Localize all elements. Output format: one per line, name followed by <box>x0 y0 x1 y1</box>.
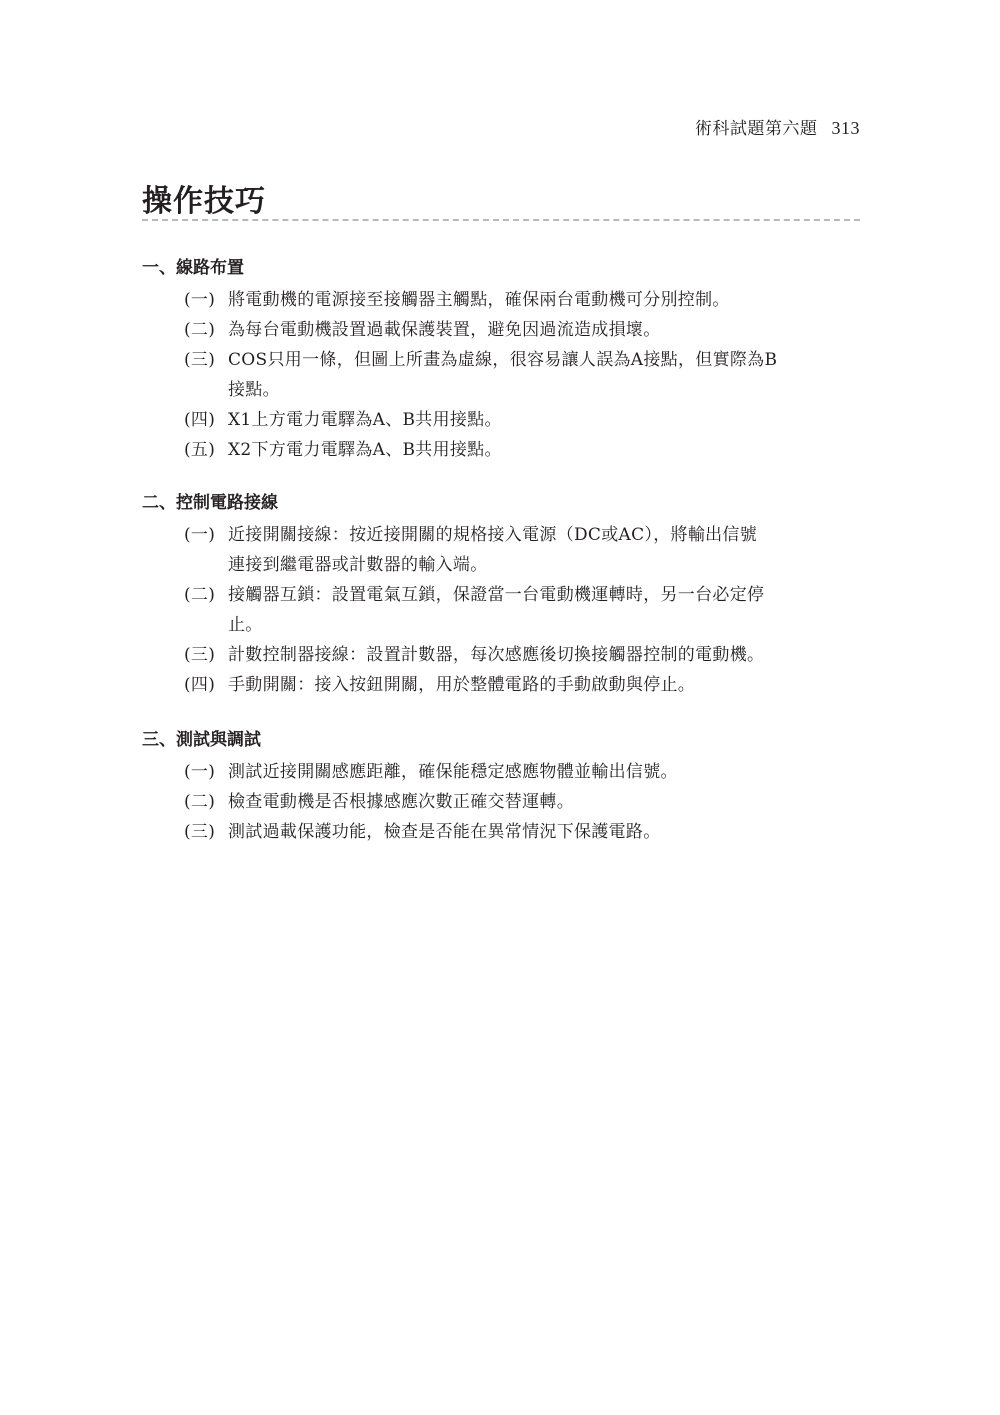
item-text: 手動開關：接入按鈕開關，用於整體電路的手動啟動與停止。 <box>228 675 696 695</box>
item-text: 將電動機的電源接至接觸器主觸點，確保兩台電動機可分別控制。 <box>228 290 730 310</box>
item-number: (二) <box>184 792 216 812</box>
list-item <box>142 435 860 465</box>
item-text: 測試過載保護功能，檢查是否能在異常情況下保護電路。 <box>228 822 661 842</box>
item-text: 接觸器互鎖：設置電氣互鎖，保證當一台電動機運轉時，另一台必定停 <box>228 585 765 605</box>
item-number: (五) <box>184 440 216 460</box>
running-title: 術科試題第六題 <box>695 119 818 139</box>
item-text: 檢查電動機是否根據感應次數正確交替運轉。 <box>228 792 574 812</box>
item-text-continuation: 接點。 <box>228 380 280 400</box>
list-item <box>142 315 860 345</box>
section-heading: 三、測試與調試 <box>142 730 261 750</box>
list-item <box>142 670 860 700</box>
item-number: (二) <box>184 320 216 340</box>
item-text: X2下方電力電驛為A、B共用接點。 <box>228 440 502 460</box>
item-text: X1上方電力電驛為A、B共用接點。 <box>228 410 502 430</box>
item-text: 為每台電動機設置過載保護裝置，避免因過流造成損壞。 <box>228 320 661 340</box>
item-number: (一) <box>184 762 216 782</box>
item-number: (四) <box>184 410 216 430</box>
item-list <box>142 285 860 465</box>
list-item <box>142 757 860 787</box>
item-number: (三) <box>184 822 216 842</box>
page-title: 操作技巧 <box>142 184 266 219</box>
item-text: COS只用一條，但圖上所畫為虛線，很容易讓人誤為A接點，但實際為B <box>228 350 778 370</box>
list-item <box>142 580 860 640</box>
list-item <box>142 640 860 670</box>
list-item <box>142 345 860 405</box>
item-text-continuation: 止。 <box>228 615 263 635</box>
item-list <box>142 520 860 700</box>
item-number: (二) <box>184 585 216 605</box>
section-heading: 一、線路布置 <box>142 258 244 278</box>
running-header <box>695 114 860 139</box>
item-list <box>142 757 860 847</box>
item-text: 計數控制器接線：設置計數器，每次感應後切換接觸器控制的電動機。 <box>228 645 765 665</box>
section-testing <box>142 727 860 847</box>
list-item <box>142 787 860 817</box>
item-number: (一) <box>184 525 216 545</box>
item-number: (四) <box>184 675 216 695</box>
list-item <box>142 405 860 435</box>
item-text: 近接開關接線：按近接開關的規格接入電源（DC或AC），將輸出信號 <box>228 525 758 545</box>
section-control-wiring <box>142 490 860 700</box>
section-heading: 二、控制電路接線 <box>142 493 278 513</box>
section-line-layout <box>142 255 860 465</box>
item-number: (一) <box>184 290 216 310</box>
item-text: 測試近接開關感應距離，確保能穩定感應物體並輸出信號。 <box>228 762 678 782</box>
list-item <box>142 817 860 847</box>
page-number: 313 <box>831 118 860 138</box>
title-divider <box>142 219 860 221</box>
item-number: (三) <box>184 645 216 665</box>
item-text-continuation: 連接到繼電器或計數器的輸入端。 <box>228 555 488 575</box>
list-item <box>142 520 860 580</box>
list-item <box>142 285 860 315</box>
item-number: (三) <box>184 350 216 370</box>
